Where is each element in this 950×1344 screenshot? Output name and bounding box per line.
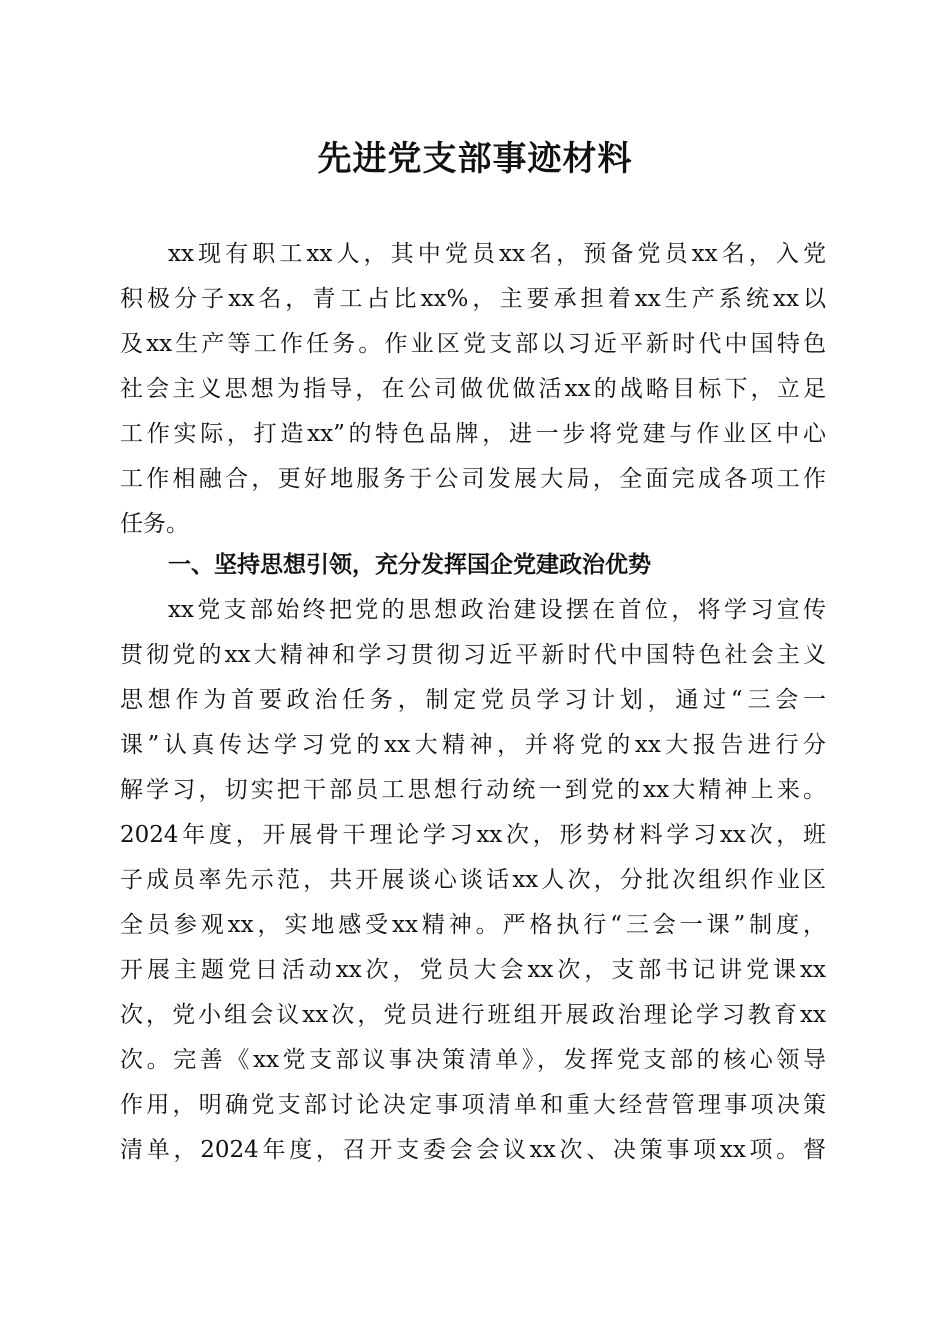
document-title: 先进党支部事迹材料 — [317, 139, 633, 179]
paragraph-2-line-3: 思想作为首要政治任务，制定党员学习计划，通过“三会一 — [120, 687, 826, 713]
paragraph-1-line-3: 及xx生产等工作任务。作业区党支部以习近平新时代中国特色 — [120, 331, 826, 357]
paragraph-2-line-12: 作用，明确党支部讨论决定事项清单和重大经营管理事项决策 — [120, 1092, 826, 1118]
paragraph-2-line-2: 贯彻党的xx大精神和学习贯彻习近平新时代中国特色社会主义 — [120, 642, 826, 668]
section-heading-1: 一、坚持思想引领，充分发挥国企党建政治优势 — [168, 552, 651, 578]
paragraph-2-line-5: 解学习，切实把干部员工思想行动统一到党的xx大精神上来。 — [120, 777, 826, 803]
paragraph-1-line-7: 任务。 — [120, 511, 189, 537]
paragraph-2-line-6: 2024年度，开展骨干理论学习xx次，形势材料学习xx次，班 — [120, 822, 826, 848]
paragraph-2-line-1: xx党支部始终把党的思想政治建设摆在首位，将学习宣传 — [168, 597, 826, 623]
paragraph-2-line-8: 全员参观xx，实地感受xx精神。严格执行“三会一课”制度， — [120, 912, 826, 938]
paragraph-2-line-7: 子成员率先示范，共开展谈心谈话xx人次，分批次组织作业区 — [120, 867, 826, 893]
paragraph-2-line-13: 清单，2024年度，召开支委会会议xx次、决策事项xx项。督 — [120, 1137, 826, 1163]
paragraph-1-line-6: 工作相融合，更好地服务于公司发展大局，全面完成各项工作 — [120, 466, 826, 492]
paragraph-1-line-2: 积极分子xx名，青工占比xx%，主要承担着xx生产系统xx以 — [120, 286, 826, 312]
paragraph-1-line-1: xx现有职工xx人，其中党员xx名，预备党员xx名，入党 — [168, 241, 826, 267]
paragraph-2-line-9: 开展主题党日活动xx次，党员大会xx次，支部书记讲党课xx — [120, 957, 826, 983]
paragraph-1-line-4: 社会主义思想为指导，在公司做优做活xx的战略目标下，立足 — [120, 376, 826, 402]
paragraph-1-line-5: 工作实际，打造xx”的特色品牌，进一步将党建与作业区中心 — [120, 421, 826, 447]
paragraph-2-line-11: 次。完善《xx党支部议事决策清单》，发挥党支部的核心领导 — [120, 1047, 826, 1073]
paragraph-2-line-10: 次，党小组会议xx次，党员进行班组开展政治理论学习教育xx — [120, 1002, 826, 1028]
paragraph-2-line-4: 课”认真传达学习党的xx大精神，并将党的xx大报告进行分 — [120, 732, 826, 758]
